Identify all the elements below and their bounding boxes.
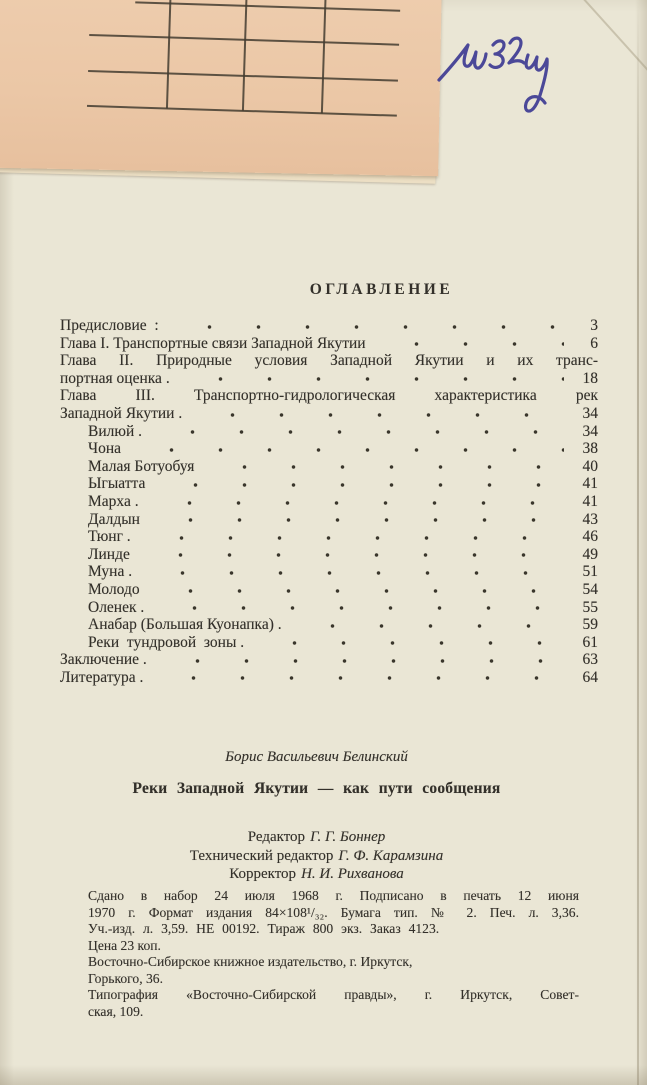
toc-entry-label: Западной Якутии . (60, 404, 183, 422)
toc-entry-label: портная оценка . (60, 369, 170, 387)
grid-line-vertical (166, 0, 172, 108)
colophon-block (88, 888, 579, 1020)
colophon-line: Сдано в набор 24 июля 1968 г. Подписано в печать 12 июня (88, 888, 579, 903)
toc-entry-page: 6 (590, 334, 598, 352)
toc-entry (60, 423, 598, 441)
toc-entry-page: 41 (582, 475, 598, 493)
toc-leader-dots (148, 581, 564, 599)
toc-entry (60, 599, 598, 617)
toc-entry (60, 581, 598, 599)
toc-entry (60, 634, 598, 652)
toc-leader-dots (129, 440, 564, 458)
grid-line-horizontal (135, 1, 400, 11)
toc-leader-dots (138, 546, 564, 564)
colophon-line: ская, 109. (88, 1003, 144, 1019)
toc-entry-label: Заключение . (60, 651, 147, 669)
toc-list (60, 317, 598, 686)
toc-leader-dots (153, 475, 564, 493)
toc-entry (60, 458, 598, 476)
page-edge (637, 0, 639, 1085)
toc-entry-page: 64 (582, 668, 598, 686)
grid-line-vertical (242, 0, 248, 111)
toc-entry-page: 40 (582, 457, 598, 475)
toc-leader-dots (150, 423, 564, 441)
toc-entry (60, 651, 598, 669)
toc-entry (60, 440, 598, 458)
toc-entry-label: Чона (88, 440, 121, 458)
toc-entry-page: 55 (582, 598, 598, 616)
toc-entry (60, 563, 598, 581)
author-name: Борис Васильевич Белинский (225, 749, 408, 765)
toc-entry-page: 43 (582, 510, 598, 528)
library-pocket-card (0, 0, 442, 176)
toc-entry-label: Молодо (88, 580, 140, 598)
toc-entry-page: 41 (582, 492, 598, 510)
toc-entry-page: 34 (582, 404, 598, 422)
staff-line (0, 847, 640, 866)
staff-role: Технический редактор (189, 847, 334, 864)
toc-entry (60, 669, 598, 687)
toc-entry-page: 54 (582, 580, 598, 598)
toc-entry-label: Глава III. Транспортно-гидрологическая характеристика рек (60, 387, 598, 405)
toc-entry-label: Муна . (88, 563, 133, 581)
toc-entry-page: 3 (590, 317, 598, 334)
toc-entry-label: Оленек . (88, 598, 145, 616)
editorial-staff (0, 828, 640, 884)
toc-entry-label: Далдын (88, 510, 140, 528)
toc-entry-label: Малая Ботуобуя (88, 457, 195, 475)
toc-entry-label: Линде (88, 545, 130, 563)
toc-leader-dots (190, 405, 564, 423)
toc-entry-label: Вилюй . (88, 422, 142, 440)
toc-entry-page: 49 (582, 545, 598, 563)
toc-leader-dots (140, 563, 564, 581)
toc-entry-label: Литература . (60, 668, 144, 686)
toc-entry-page: 63 (582, 651, 598, 669)
colophon-line: Уч.-изд. л. 3,59. НЕ 00192. Тираж 800 экз. Заказ 4123. (88, 921, 440, 937)
toc-entry (60, 493, 598, 511)
toc-leader-dots (252, 634, 564, 652)
toc-entry-page: 38 (582, 440, 598, 458)
toc-entry (60, 511, 598, 529)
card-grid-table (0, 0, 443, 179)
toc-entry-label: Глава II. Природные условия Западной Якутии и их транс- (60, 352, 598, 370)
colophon-line: Типография «Восточно-Сибирской правды», г. Иркутск, Совет- (88, 987, 579, 1003)
handwritten-shelfmark (436, 30, 568, 126)
toc-entry-page: 18 (582, 369, 598, 387)
toc-leader-dots (147, 493, 564, 511)
toc-leader-dots (155, 651, 564, 669)
toc-entry (60, 387, 598, 405)
toc-entry-label: Ыгыатта (88, 475, 146, 493)
toc-entry-page: 34 (582, 422, 598, 440)
toc-entry (60, 370, 598, 388)
toc-entry-page: 61 (582, 633, 598, 651)
toc-title (0, 281, 647, 299)
staff-person-name: Г. Г. Боннер (310, 829, 386, 845)
toc-leader-dots (290, 616, 564, 634)
staff-role: Корректор (229, 866, 297, 883)
toc-entry (60, 616, 598, 634)
toc-entry (60, 405, 598, 423)
staff-role: Редактор (247, 829, 306, 845)
toc-leader-dots (151, 669, 564, 687)
toc-entry (60, 475, 598, 493)
staff-person-name: Г. Ф. Карамзина (338, 847, 444, 864)
toc-entry (60, 317, 598, 335)
imprint-block (0, 749, 640, 884)
toc-entry-page: 46 (582, 528, 598, 546)
toc-leader-dots (178, 370, 564, 388)
colophon-line: Восточно-Сибирское книжное издательство, г. Иркутск, (88, 954, 413, 970)
colophon-line: Горького, 36. (88, 970, 163, 986)
toc-leader-dots (202, 458, 564, 476)
toc-entry-label: Тюнг . (88, 528, 131, 546)
staff-line (0, 828, 640, 847)
toc-leader-dots (152, 599, 564, 617)
staff-person-name: Н. И. Рихванова (301, 866, 404, 883)
toc-entry-page: 51 (582, 563, 598, 581)
toc-title-text: ОГЛАВЛЕНИЕ (309, 281, 454, 298)
grid-line-vertical (321, 0, 327, 113)
toc-entry (60, 528, 598, 546)
toc-entry (60, 546, 598, 564)
toc-entry (60, 335, 598, 353)
toc-entry-label: Анабар (Большая Куонапка) . (88, 616, 282, 634)
staff-line (0, 865, 640, 884)
book-title: Реки Западной Якутии — как пути сообщения (132, 780, 501, 797)
toc-leader-dots (374, 335, 564, 353)
toc-entry-label: Марха . (88, 492, 139, 510)
colophon-line: Цена 23 коп. (88, 937, 161, 953)
toc-leader-dots (167, 317, 564, 335)
toc-leader-dots (148, 511, 564, 529)
toc-entry-label: Реки тундровой зоны . (88, 633, 245, 651)
toc-entry-label: Глава I. Транспортные связи Западной Якутии (60, 334, 366, 352)
colophon-line: 1970 г. Формат издания 84×108¹/₃₂. Бумага тип. № 2. Печ. л. 3,36. (88, 904, 579, 920)
toc-leader-dots (139, 528, 564, 546)
toc-entry-label: Предисловие : (60, 317, 159, 334)
toc-entry-page: 59 (582, 616, 598, 634)
toc-entry (60, 352, 598, 370)
